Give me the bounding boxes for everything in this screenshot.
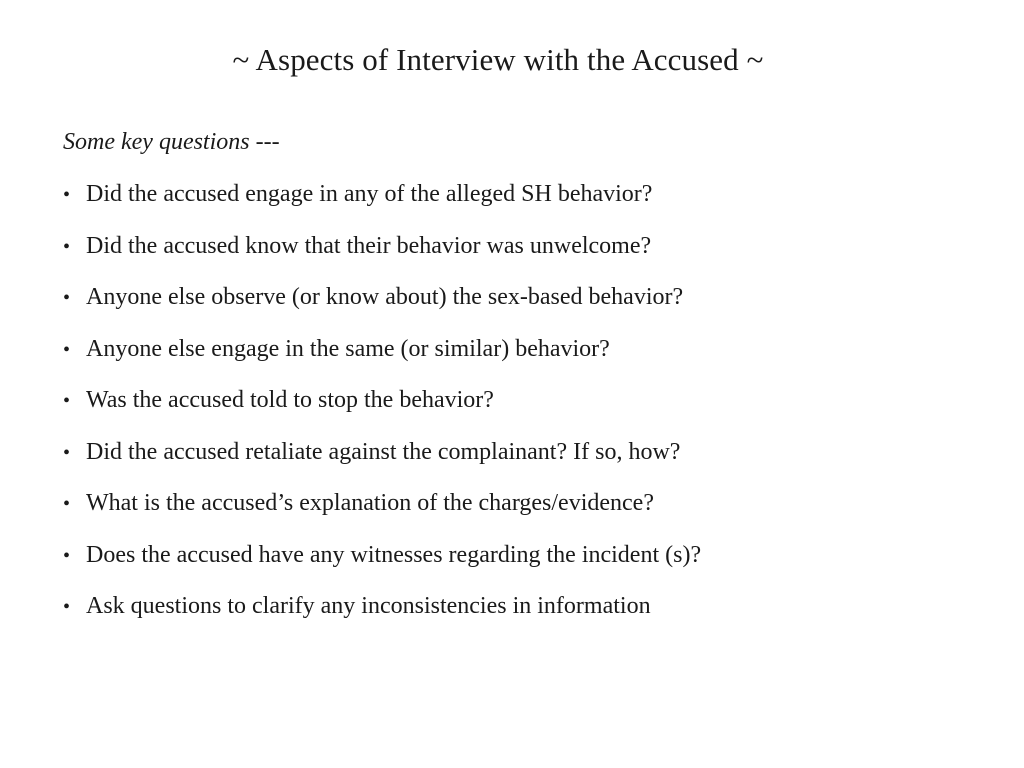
slide-title: ~ Aspects of Interview with the Accused ~ [232,42,764,77]
question-text: Anyone else engage in the same (or similar) behavior? [86,335,610,362]
slide-subtitle: Some key questions --- [63,129,280,155]
list-item [63,228,701,280]
list-item [63,331,701,383]
list-item [63,434,701,486]
list-item [63,485,701,537]
question-text: Anyone else observe (or know about) the sex-based behavior? [86,284,684,310]
question-text: Did the accused know that their behavior was unwelcome? [86,232,652,259]
bullet-icon: • [63,287,71,309]
list-item [63,588,701,640]
bullet-icon: • [63,235,71,258]
question-text: Ask questions to clarify any inconsistencies in information [86,593,651,619]
bullet-icon: • [63,338,71,361]
question-text: Did the accused retaliate against the complainant? If so, how? [86,438,681,465]
question-text: Was the accused told to stop the behavior? [86,387,494,413]
question-text: Does the accused have any witnesses regarding the incident (s)? [86,541,702,568]
bullet-icon: • [63,441,71,464]
question-text: Did the accused engage in any of the alleged SH behavior? [86,181,653,207]
bullet-icon: • [63,596,71,618]
question-list [63,176,701,640]
list-item [63,537,701,589]
bullet-icon: • [63,184,71,206]
list-item [63,176,701,228]
question-text: What is the accused’s explanation of the charges/evidence? [86,490,654,516]
list-item [63,382,701,434]
bullet-icon: • [63,390,71,412]
list-item [63,279,701,331]
bullet-icon: • [63,544,71,567]
bullet-icon: • [63,493,71,515]
